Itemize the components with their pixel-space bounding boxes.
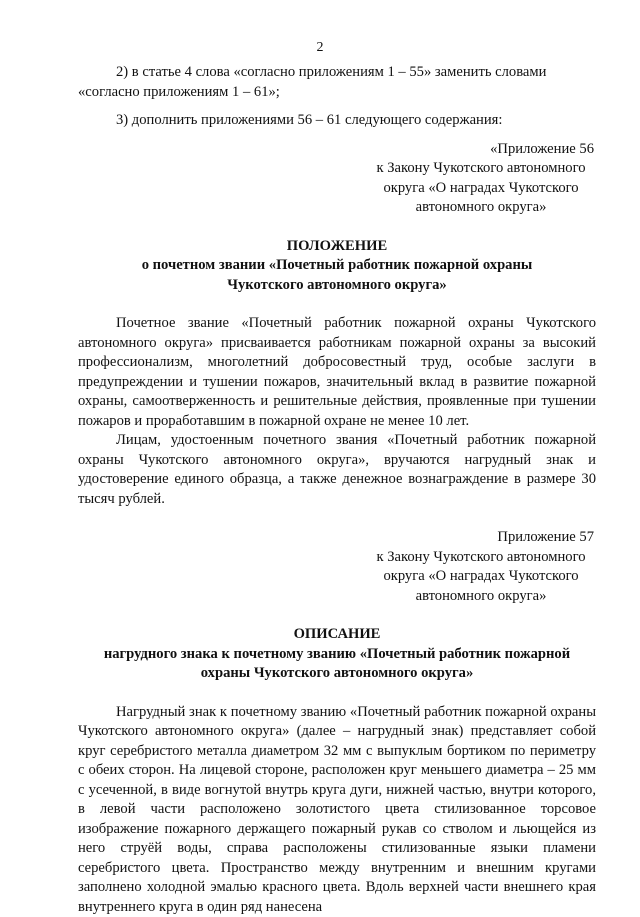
appendix-56-block xyxy=(366,140,596,218)
section-2-subtitle-line-2: охраны Чукотского автономного округа» xyxy=(78,664,596,684)
section-1-paragraph-1: Почетное звание «Почетный работник пожарной охраны Чукотского автономного округа» присваивается работникам пожарной охраны за высокий профессионализм, многолетний добросовестный труд, особые заслуги в предупреждении и тушении пожаров, значительный вклад в развитие пожарной охраны, самоотверженность и решительные действия, проявленные при тушении пожаров и проработавшим в пожарной охране не менее 10 лет. xyxy=(78,314,596,431)
item-2-line-1: 2) в статье 4 слова «согласно приложениям 1 – 55» заменить словами xyxy=(78,63,596,83)
section-2-paragraph-1: Нагрудный знак к почетному званию «Почетный работник пожарной охраны Чукотского автономного округа» (далее – нагрудный знак) представляет собой круг серебристого металла диаметром 32 мм с выпуклым бортиком по периметру с обеих сторон. На лицевой стороне, расположен круг меньшего диаметра – 25 мм с усеченной, в виде вогнутой внутрь круга дуги, нижней частью, внутри которого, в левой части расположено золотистого цвета стилизованное торсовое изображение пожарного держащего пожарный рукав со стволом и льющейся из него струёй воды, справа расположены стилизованные языки пламени серебристого цвета. Пространство между внутренним и внешним кругами заполнено холодной эмалью красного цвета. Вдоль верхней части внешнего края внутреннего круга в один ряд нанесена xyxy=(78,703,596,917)
section-1-paragraph-2: Лицам, удостоенным почетного звания «Почетный работник пожарной охраны Чукотского автономного округа», вручаются нагрудный знак и удостоверение единого образца, а также денежное вознаграждение в размере 30 тысяч рублей. xyxy=(78,431,596,509)
item-2-line-2: «согласно приложениям 1 – 61»; xyxy=(78,83,596,103)
appendix-56-heading: «Приложение 56 xyxy=(366,140,596,160)
section-2-title: ОПИСАНИЕ xyxy=(78,625,596,645)
appendix-57-line-2: округа «О наградах Чукотского xyxy=(366,567,596,587)
appendix-57-line-1: к Закону Чукотского автономного xyxy=(366,548,596,568)
section-1-title: ПОЛОЖЕНИЕ xyxy=(78,237,596,257)
section-2-subtitle-line-1: нагрудного знака к почетному званию «Почетный работник пожарной xyxy=(78,645,596,665)
section-1-subtitle-line-1: о почетном звании «Почетный работник пожарной охраны xyxy=(78,256,596,276)
appendix-56-line-3: автономного округа» xyxy=(366,198,596,218)
page-number: 2 xyxy=(0,38,640,58)
item-3-text: 3) дополнить приложениями 56 – 61 следующего содержания: xyxy=(78,111,596,131)
document-body xyxy=(78,63,596,917)
appendix-56-line-2: округа «О наградах Чукотского xyxy=(366,179,596,199)
appendix-57-block xyxy=(366,528,596,606)
appendix-56-line-1: к Закону Чукотского автономного xyxy=(366,159,596,179)
section-1-subtitle-line-2: Чукотского автономного округа» xyxy=(78,276,596,296)
appendix-57-line-3: автономного округа» xyxy=(366,587,596,607)
appendix-57-heading: Приложение 57 xyxy=(366,528,596,548)
